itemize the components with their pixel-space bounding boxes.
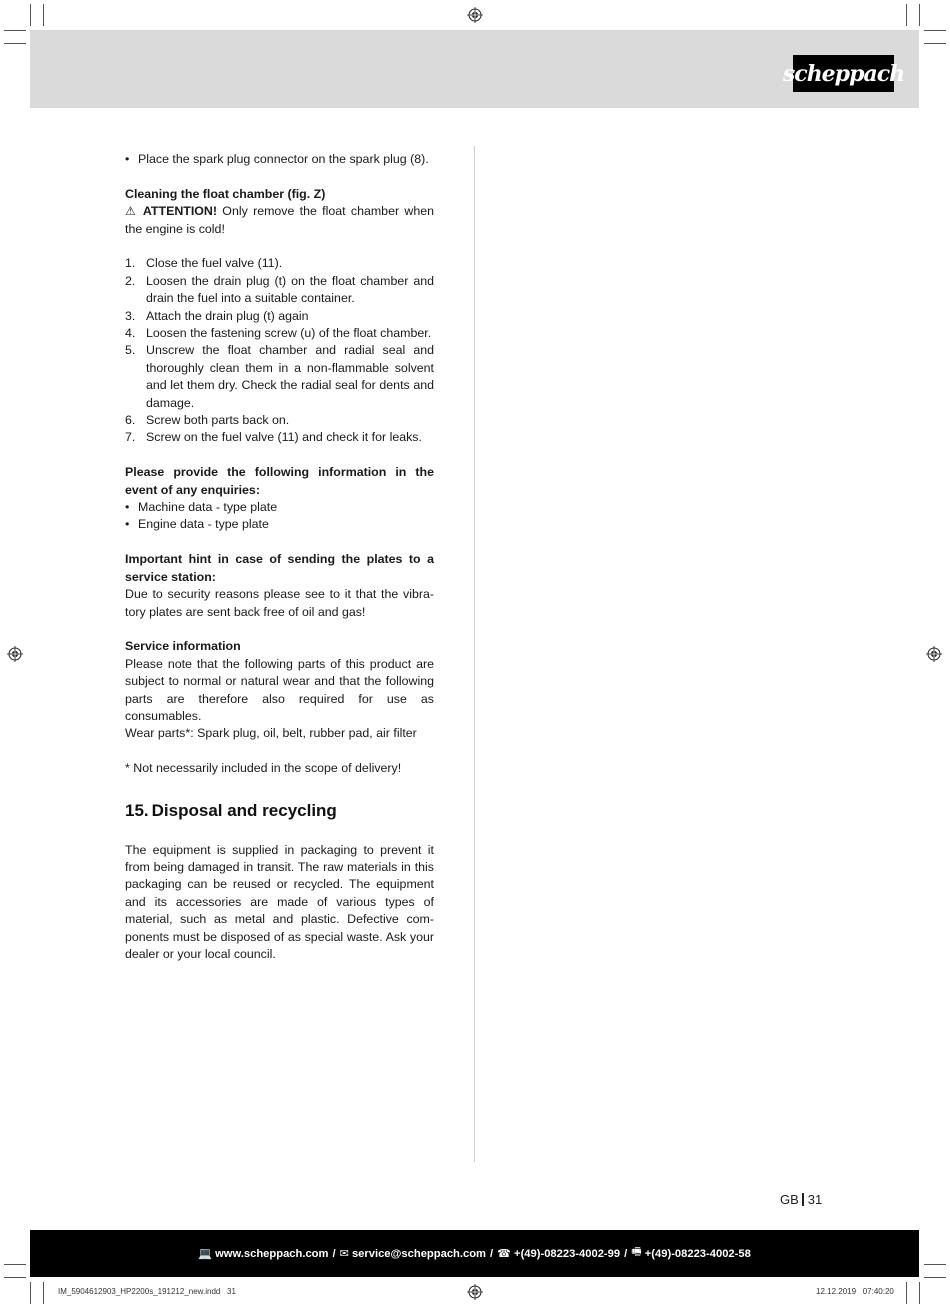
attention-note — [125, 203, 434, 238]
bullet-marker: • — [125, 500, 130, 515]
paragraph: Due to security reasons please see to it that the vibratory plates are sent back free of oil and gas! — [125, 587, 434, 619]
crop-mark — [4, 1264, 26, 1265]
list-item-text: Place the spark plug connector on the spark plug (8). — [138, 152, 429, 166]
footer-separator: / — [624, 1247, 628, 1260]
list-item: 1. Close the fuel valve (11). — [125, 256, 283, 271]
registration-mark-icon — [467, 7, 483, 23]
crop-mark — [4, 43, 26, 44]
footer-separator: / — [490, 1247, 494, 1260]
registration-mark-icon — [467, 1284, 483, 1300]
section-heading: Important hint in case of sending the plates to a service station: — [125, 552, 434, 584]
section-heading: Cleaning the float chamber (fig. Z) — [125, 186, 326, 201]
footer-phone: +(49)-08223-4002-99 — [514, 1247, 621, 1260]
bullet-marker: • — [125, 152, 130, 166]
paragraph: Wear parts*: Spark plug, oil, belt, rubber pad, air filter — [125, 726, 417, 741]
crop-mark — [919, 4, 920, 26]
list-item: 6. Screw both parts back on. — [125, 413, 290, 428]
language-code: GB — [780, 1192, 799, 1207]
page-number-value: 31 — [807, 1192, 823, 1207]
registration-mark-icon — [7, 646, 23, 662]
crop-mark — [906, 1282, 907, 1304]
phone-icon: ☎ — [497, 1248, 512, 1260]
footer-email[interactable]: service@scheppach.com — [351, 1247, 486, 1260]
crop-mark — [924, 1264, 946, 1265]
footer-band — [30, 1230, 919, 1277]
paragraph: The equipment is supplied in packaging to prevent it from being damaged in transit. The raw materials in this packaging can be reused or recycled. The equipment and its accessories are made of various types of material, such as metal and plastic. Defective components must be disposed of as special waste. Ask your dealer or your local council. — [125, 842, 434, 961]
main-column — [125, 151, 434, 963]
brand-logo: scheppach — [793, 55, 894, 92]
warning-triangle-icon: ⚠ — [125, 204, 138, 219]
footer-website[interactable]: www.scheppach.com — [215, 1247, 329, 1260]
registration-mark-icon — [926, 646, 942, 662]
print-slug-file: IM_5904612903_HP2200s_191212_new.indd 31 — [58, 1287, 236, 1296]
column-divider — [474, 146, 475, 1162]
list-item: 4. Loosen the fastening screw (u) of the float chamber. — [125, 326, 432, 341]
chapter-number: 15. — [125, 800, 149, 820]
crop-mark — [924, 1277, 946, 1278]
list-item — [125, 151, 434, 168]
list-item: 2. Loosen the drain plug (t) on the float chamber and drain the fuel into a suitable container. — [125, 273, 434, 306]
attention-text: Only remove the float chamber when the engine is cold! — [125, 204, 434, 236]
footer-fax: +(49)-08223-4002-58 — [644, 1247, 751, 1260]
crop-mark — [30, 1282, 31, 1304]
crop-mark — [906, 4, 907, 26]
list-item: 5. Unscrew the float chamber and radial seal and thoroughly clean them in a non-flammable solvent and let them dry. Check the radial seal for dents and damage. — [125, 343, 434, 410]
print-slug-datetime: 12.12.2019 07:40:20 — [816, 1287, 894, 1296]
section-heading: Please provide the following information in the event of any enquiries: — [125, 465, 434, 497]
mail-icon: ✉ — [339, 1248, 349, 1260]
page-number-separator — [802, 1193, 804, 1206]
list-item: • Engine data - type plate — [125, 516, 434, 533]
bullet-marker: • — [125, 517, 130, 532]
page-number — [780, 1192, 822, 1207]
footer-separator: / — [332, 1247, 336, 1260]
crop-mark — [924, 30, 946, 31]
crop-mark — [919, 1282, 920, 1304]
paragraph: Please note that the following parts of this product are subject to normal or natural wear and that the following parts are therefore also required for use as consumables. — [125, 656, 434, 723]
chapter-heading — [125, 800, 434, 822]
list-item: • Machine data - type plate — [125, 499, 434, 516]
fax-icon: 🖷 — [631, 1246, 642, 1258]
steps-list — [125, 255, 434, 446]
crop-mark — [43, 1282, 44, 1304]
crop-mark — [4, 30, 26, 31]
crop-mark — [924, 43, 946, 44]
attention-label: ATTENTION! — [142, 204, 218, 219]
computer-icon: 💻 — [198, 1248, 213, 1260]
list-item: 3. Attach the drain plug (t) again — [125, 308, 309, 323]
chapter-title: Disposal and recycling — [151, 800, 337, 820]
list-item: 7. Screw on the fuel valve (11) and check it for leaks. — [125, 430, 422, 445]
footnote: * Not necessarily included in the scope of delivery! — [125, 761, 402, 776]
crop-mark — [43, 4, 44, 26]
crop-mark — [30, 4, 31, 26]
section-heading: Service information — [125, 639, 241, 654]
crop-mark — [4, 1277, 26, 1278]
